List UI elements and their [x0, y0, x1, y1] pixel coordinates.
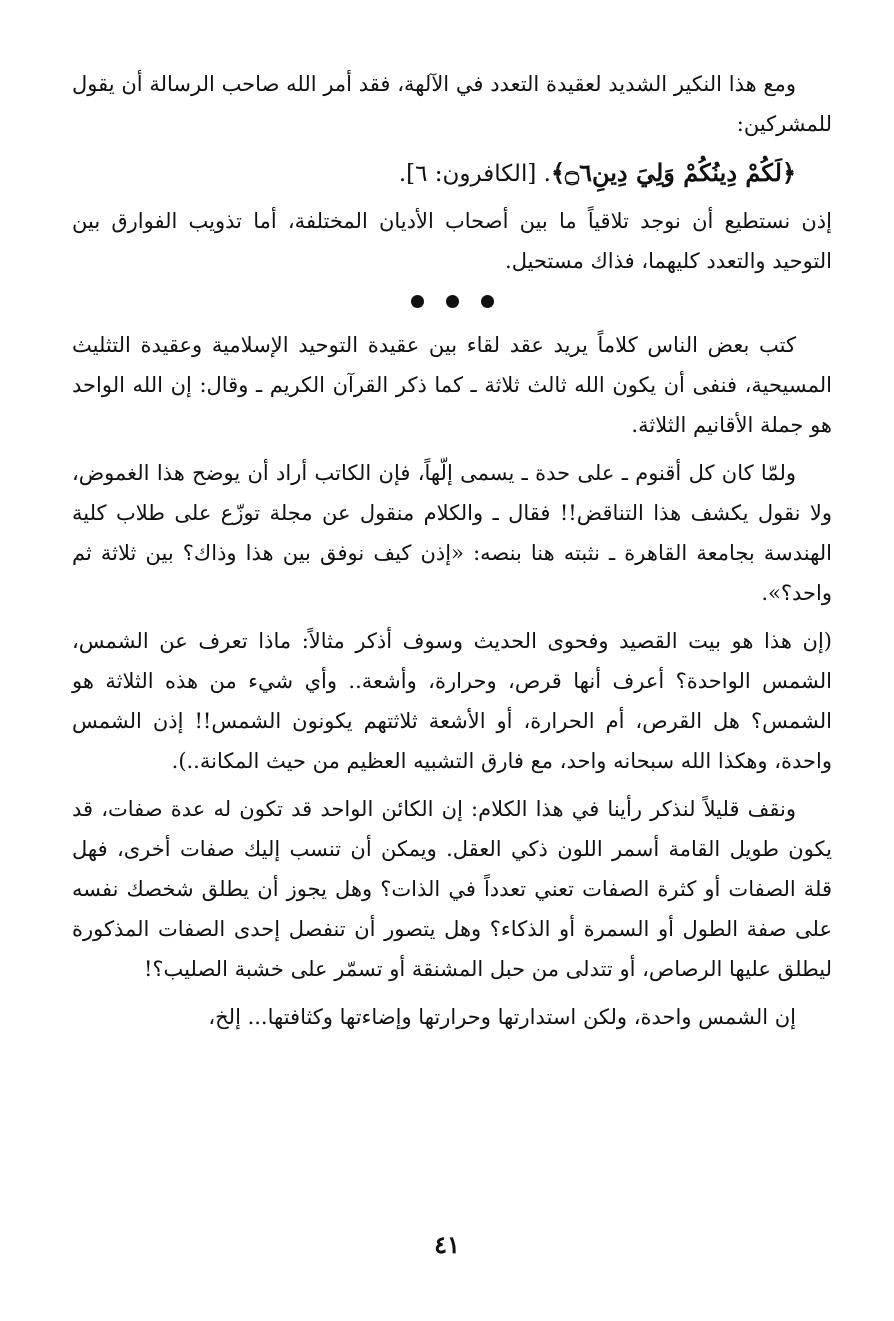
separator-dot [446, 295, 459, 308]
paragraph-7: إن الشمس واحدة، ولكن استدارتها وحرارتها وإضاءتها وكثافتها... إلخ، [208, 1005, 796, 1029]
paragraph-1: ومع هذا النكير الشديد لعقيدة التعدد في الآلهة، فقد أمر الله صاحب الرسالة أن يقول للمشركين: [72, 72, 832, 136]
paragraph-2: إذن نستطيع أن نوجد تلاقياً ما بين أصحاب الأديان المختلفة، أما تذويب الفوارق بين التوحيد والتعدد كليهما، فذاك مستحيل. [72, 209, 832, 273]
paragraph-3: كتب بعض الناس كلاماً يريد عقد لقاء بين عقيدة التوحيد الإسلامية وعقيدة التثليث المسيحية، فنفى أن يكون الله ثالث ثلاثة ـ كما ذكر القرآن الكريم ـ وقال: إن الله الواحد هو جملة الأقانيم الثلاثة. [72, 333, 832, 437]
book-page-text [72, 64, 832, 1045]
quran-close-bracket: ﴾ [550, 158, 565, 187]
quran-reference: . [الكافرون: ٦]. [398, 161, 551, 187]
paragraph-5: (إن هذا هو بيت القصيد وفحوى الحديث وسوف أذكر مثالاً: ماذا تعرف عن الشمس، الشمس الواحدة؟ أعرف أنها قرص، وحرارة، وأشعة.. وأي شيء من هذه الثلاثة هو الشمس؟ هل القرص، أم الحرارة، أو الأشعة ثلاثتهم يكونون الشمس!! إذن الشمس واحدة، وهكذا الله سبحانه واحد، مع فارق التشبيه العظيم من حيث المكانة..). [72, 629, 832, 773]
quran-verse-number: ۝٦ [565, 158, 592, 187]
paragraph-6: ونقف قليلاً لنذكر رأينا في هذا الكلام: إن الكائن الواحد قد تكون له عدة صفات، قد يكون طويل القامة أسمر اللون ذكي العقل. ويمكن أن تنسب إليك صفات أخرى، فهل قلة الصفات أو كثرة الصفات تعني تعدداً في الذات؟ وهل يجوز أن يطلق شخصك نفسه على صفة الطول أو السمرة أو الذكاء؟ وهل يتصور أن تنفصل إحدى الصفات المذكورة ليطلق عليها الرصاص، أو تتدلى من حبل المشنقة أو تسمّر على خشبة الصليب؟! [72, 797, 832, 981]
paragraph-4: ولمّا كان كل أقنوم ـ على حدة ـ يسمى إلّهاً، فإن الكاتب أراد أن يوضح هذا الغموض، ولا نقول يكشف هذا التناقض!! فقال ـ والكلام منقول عن مجلة توزّع على طلاب كلية الهندسة بجامعة القاهرة ـ نثبته هنا بنصه: «إذن كيف نوفق بين هذا وذاك؟ بين ثلاثة ثم واحد؟». [72, 461, 832, 605]
separator-dot [481, 295, 494, 308]
quran-verse-text: لَكُمْ دِينُكُمْ وَلِيَ دِينِ [591, 158, 782, 187]
quran-open-bracket: ﴿ [781, 158, 796, 187]
page-number: ٤١ [434, 1230, 460, 1259]
separator-dot [411, 295, 424, 308]
quran-quote [72, 152, 832, 195]
section-separator [72, 289, 832, 313]
